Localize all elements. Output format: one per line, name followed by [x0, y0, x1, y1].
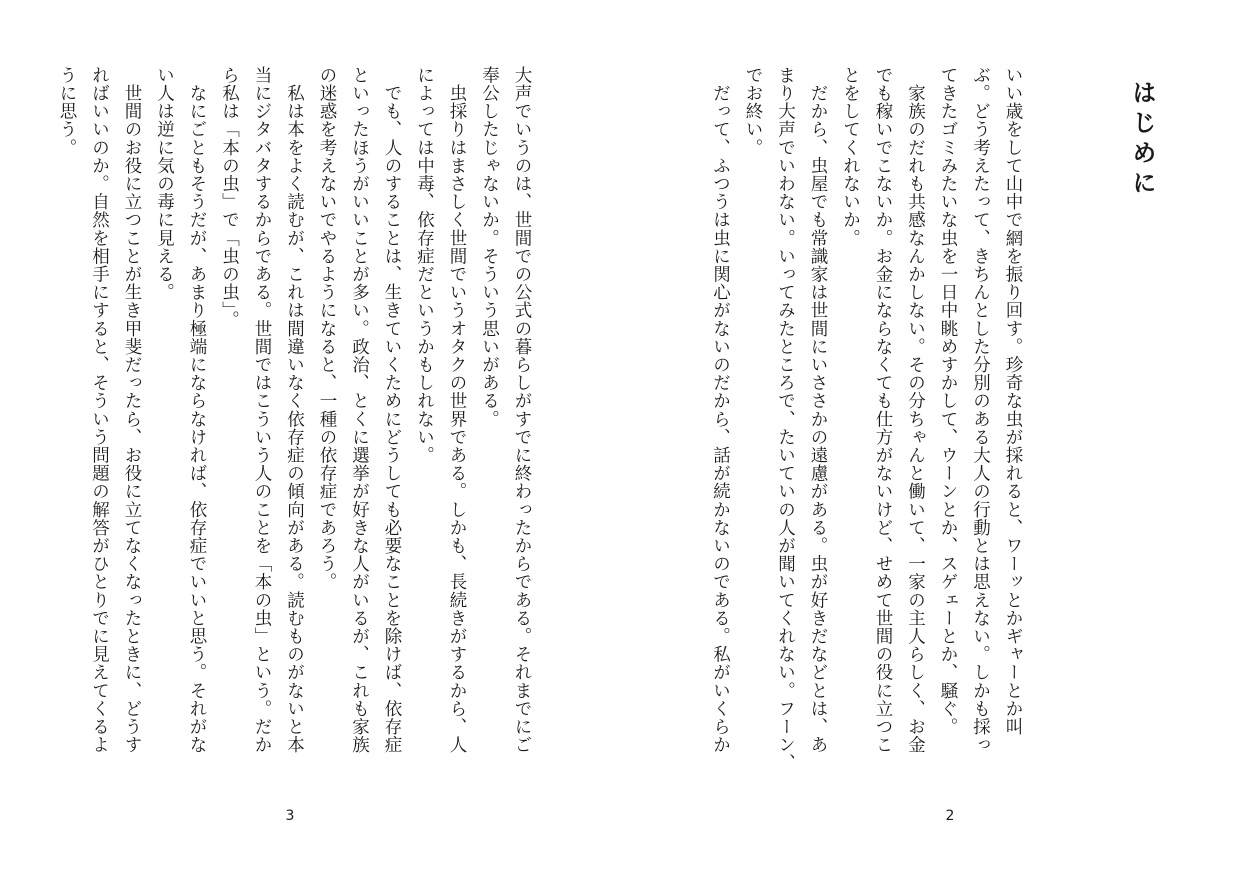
text-line: によっては中毒、依存症だというかもしれない。 [414, 66, 435, 465]
text-line: とをしてくれないか。 [840, 66, 861, 247]
text-line: い人は逆に気の毒に見える。 [154, 66, 175, 302]
text-line: 当にジタバタするからである。世間ではこういう人のことを「本の虫」という。だか [252, 66, 272, 754]
text-line: てきたゴミみたいな虫を一日中眺めすかして、ウーンとか、スゲェーとか、騒ぐ。 [938, 66, 958, 736]
text-line: 家族のだれも共感なんかしない。その分ちゃんと働いて、一家の主人らしく、お金 [905, 66, 926, 754]
text-line: うに思う。 [57, 66, 77, 157]
text-line: いい歳をして山中で網を振り回す。珍奇な虫が採れると、ワーッとかギャーとか叫 [1003, 66, 1023, 736]
text-line: 奉公したじゃないか。そういう思いがある。 [479, 66, 500, 428]
text-line: ら私は「本の虫」で「虫の虫」。 [219, 66, 240, 329]
chapter-title: はじめに [1128, 80, 1156, 200]
text-line: でも、人のすることは、生きていくためにどうしても必要なことを除けば、依存症 [382, 66, 402, 754]
text-line: 虫採りはまさしく世間でいうオタクの世界である。しかも、長続きがするから、人 [447, 66, 467, 754]
text-line: の迷惑を考えないでやるようになると、一種の依存症であろう。 [317, 66, 337, 591]
text-line: といったほうがいいことが多い。政治、とくに選挙が好きな人がいるが、これも家族 [349, 66, 370, 754]
page-number: 3 [285, 808, 295, 824]
text-line: まり大声でいわない。いってみたところで、たいていの人が聞いてくれない。フーン、 [775, 66, 796, 772]
text-line: ればいいのか。自然を相手にすると、そういう問題の解答がひとりでに見えてくるよ [89, 66, 110, 754]
text-line: 世間のお役に立つことが生き甲斐だったら、お役に立てなくなったときに、どうす [122, 66, 142, 754]
text-line: なにごともそうだが、あまり極端にならなければ、依存症でいいと思う。それがな [187, 66, 207, 754]
left-page-text [51, 66, 539, 786]
text-line: 大声でいうのは、世間での公式の暮らしがすでに終わったからである。それまでにご [512, 66, 532, 754]
page-number: 2 [945, 808, 955, 824]
left-page [0, 0, 620, 875]
text-line: でも稼いでこないか。お金にならなくても仕方がないけど、せめて世間の役に立つこ [873, 66, 893, 754]
text-line: だって、ふつうは虫に関心がないのだから、話が続かないのである。私がいくらか [710, 66, 731, 754]
right-page-text [704, 66, 1029, 786]
text-line: だから、虫屋でも常識家は世間にいささかの遠慮がある。虫が好きだなどとは、あ [808, 66, 828, 754]
text-line: ぶ。どう考えたって、きちんとした分別のある大人の行動とは思えない。しかも採っ [970, 66, 991, 754]
text-line: 私は本をよく読むが、これは間違いなく依存症の傾向がある。読むものがないと本 [284, 66, 305, 754]
right-page [621, 0, 1241, 875]
text-line: でお終い。 [743, 66, 763, 157]
